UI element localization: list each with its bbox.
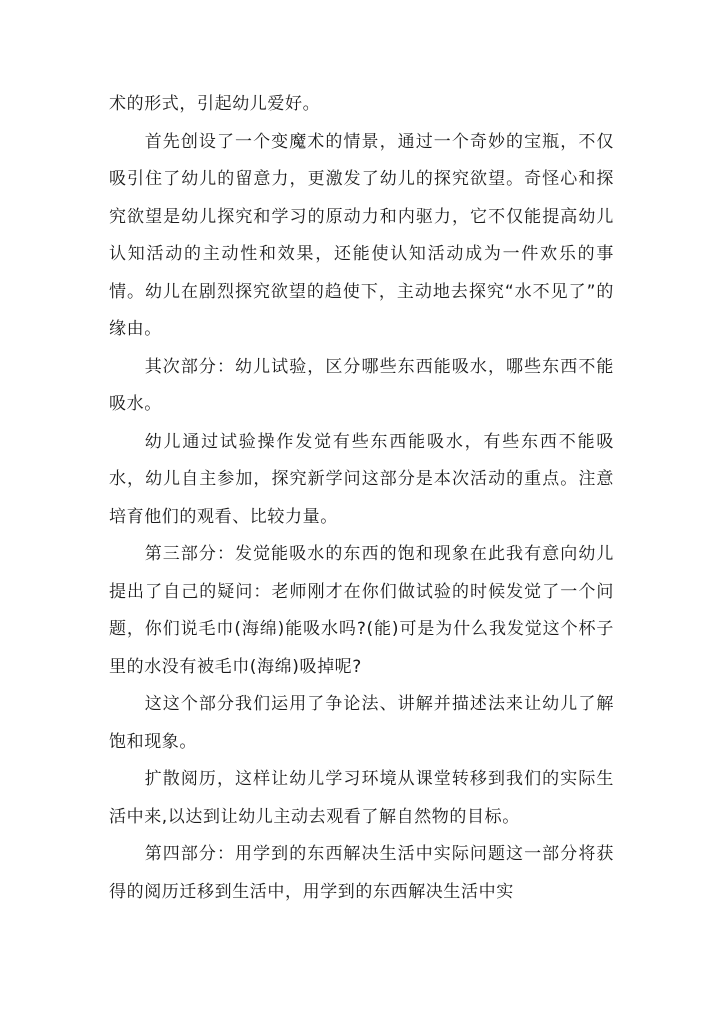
- paragraph: 这这个部分我们运用了争论法、讲解并描述法来让幼儿了解饱和现象。: [109, 694, 614, 752]
- body-text: [109, 86, 614, 911]
- paragraph: 扩散阅历，这样让幼儿学习环境从课堂转移到我们的实际生活中来,以达到让幼儿主动去观看了解自然物的目标。: [109, 769, 614, 827]
- paragraph: 首先创设了一个变魔术的情景，通过一个奇妙的宝瓶，不仅吸引住了幼儿的留意力，更激发了幼儿的探究欲望。奇怪心和探究欲望是幼儿探究和学习的原动力和内驱力，它不仅能提高幼儿认知活动的主动性和效果，还能使认知活动成为一件欢乐的事情。幼儿在剧烈探究欲望的趋使下，主动地去探究“水不见了”的缘由。: [109, 131, 614, 339]
- paragraph: 幼儿通过试验操作发觉有些东西能吸水，有些东西不能吸水，幼儿自主参加，探究新学问这部分是本次活动的重点。注意培育他们的观看、比较力量。: [109, 431, 614, 527]
- paragraph: 术的形式，引起幼儿爱好。: [109, 94, 321, 114]
- paragraph: 第三部分：发觉能吸水的东西的饱和现象在此我有意向幼儿提出了自己的疑问：老师刚才在你们做试验的时候发觉了一个问题，你们说毛巾(海绵)能吸水吗?(能)可是为什么我发觉这个杯子里的水没有被毛巾(海绵)吸掉呢?: [109, 544, 614, 677]
- paragraph: 第四部分：用学到的东西解决生活中实际问题这一部分将获得的阅历迁移到生活中，用学到的东西解决生活中实: [109, 844, 614, 902]
- paragraph: 其次部分：幼儿试验，区分哪些东西能吸水，哪些东西不能吸水。: [109, 356, 614, 414]
